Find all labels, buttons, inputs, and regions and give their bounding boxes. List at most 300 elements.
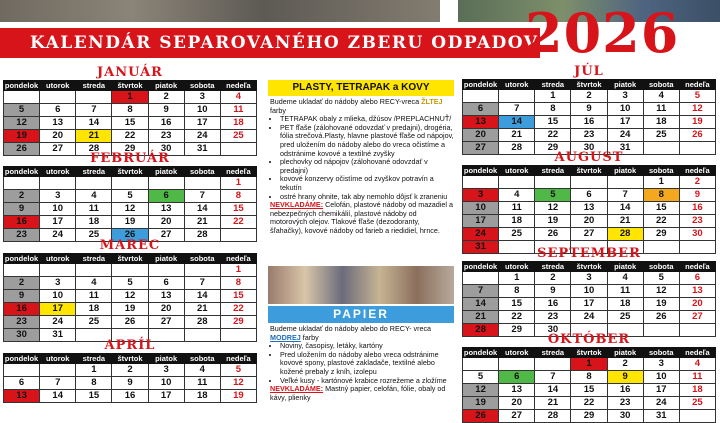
month-grid bbox=[3, 253, 257, 342]
month-grid bbox=[462, 165, 716, 254]
day-cell: 21 bbox=[463, 311, 499, 324]
day-cell: 17 bbox=[607, 116, 643, 129]
month-september bbox=[462, 246, 716, 337]
day-cell: 11 bbox=[499, 202, 535, 215]
day-cell: 16 bbox=[148, 117, 184, 130]
month-grid bbox=[3, 353, 257, 403]
day-cell: 4 bbox=[643, 90, 679, 103]
day-cell: 20 bbox=[148, 303, 184, 316]
day-cell: 11 bbox=[76, 290, 112, 303]
day-cell: 1 bbox=[76, 364, 112, 377]
day-cell: 22 bbox=[220, 216, 256, 229]
day-cell: 25 bbox=[76, 229, 112, 242]
day-cell: 24 bbox=[607, 129, 643, 142]
day-cell: 9 bbox=[148, 104, 184, 117]
day-cell: 9 bbox=[679, 189, 715, 202]
list-item: • kovové konzervy očistíme od zvyškov potravín a tekutín bbox=[280, 175, 454, 192]
day-cell: 17 bbox=[40, 216, 76, 229]
day-cell: 3 bbox=[607, 90, 643, 103]
day-cell: 22 bbox=[571, 397, 607, 410]
day-cell: 7 bbox=[535, 371, 571, 384]
weekday-header: sobota bbox=[643, 166, 679, 176]
day-cell: 7 bbox=[184, 277, 220, 290]
day-cell: 20 bbox=[148, 216, 184, 229]
paper-info bbox=[270, 325, 454, 402]
day-cell: 28 bbox=[607, 228, 643, 241]
day-cell: 20 bbox=[40, 130, 76, 143]
weekday-header: piatok bbox=[148, 354, 184, 364]
day-cell bbox=[4, 91, 40, 104]
day-cell: 3 bbox=[184, 91, 220, 104]
month-grid bbox=[3, 166, 257, 242]
day-cell: 30 bbox=[679, 228, 715, 241]
day-cell: 16 bbox=[571, 116, 607, 129]
day-cell: 6 bbox=[499, 371, 535, 384]
day-cell: 25 bbox=[607, 311, 643, 324]
day-cell: 15 bbox=[220, 290, 256, 303]
month-grid bbox=[3, 80, 257, 156]
weekday-header: streda bbox=[76, 167, 112, 177]
weekday-header: streda bbox=[535, 348, 571, 358]
day-cell: 10 bbox=[607, 103, 643, 116]
day-cell: 16 bbox=[4, 303, 40, 316]
day-cell: 4 bbox=[679, 358, 715, 371]
weekday-header: piatok bbox=[607, 348, 643, 358]
day-cell: 6 bbox=[148, 190, 184, 203]
day-cell: 26 bbox=[679, 129, 715, 142]
day-cell: 8 bbox=[643, 189, 679, 202]
day-cell: 2 bbox=[4, 190, 40, 203]
day-cell: 11 bbox=[679, 371, 715, 384]
weekday-header: sobota bbox=[184, 354, 220, 364]
day-cell: 13 bbox=[499, 384, 535, 397]
month-title: JANUÁR bbox=[97, 65, 163, 80]
day-cell: 24 bbox=[184, 130, 220, 143]
day-cell: 14 bbox=[40, 390, 76, 403]
day-cell: 30 bbox=[148, 143, 184, 156]
day-cell: 19 bbox=[679, 116, 715, 129]
calendar-title: KALENDÁR SEPAROVANÉHO ZBERU ODPADOV bbox=[0, 28, 540, 58]
day-cell: 18 bbox=[76, 303, 112, 316]
day-cell bbox=[76, 264, 112, 277]
day-cell bbox=[40, 91, 76, 104]
day-cell: 3 bbox=[40, 277, 76, 290]
weekday-header: piatok bbox=[607, 80, 643, 90]
day-cell: 19 bbox=[535, 215, 571, 228]
day-cell: 3 bbox=[148, 364, 184, 377]
day-cell bbox=[76, 91, 112, 104]
day-cell: 26 bbox=[4, 143, 40, 156]
day-cell: 18 bbox=[76, 216, 112, 229]
day-cell: 7 bbox=[463, 285, 499, 298]
day-cell: 31 bbox=[643, 410, 679, 423]
weekday-header: utorok bbox=[40, 254, 76, 264]
day-cell: 31 bbox=[607, 142, 643, 155]
day-cell: 17 bbox=[148, 390, 184, 403]
day-cell: 12 bbox=[535, 202, 571, 215]
day-cell: 8 bbox=[112, 104, 148, 117]
day-cell: 3 bbox=[643, 358, 679, 371]
day-cell: 15 bbox=[643, 202, 679, 215]
day-cell: 27 bbox=[148, 229, 184, 242]
day-cell: 6 bbox=[571, 189, 607, 202]
day-cell: 8 bbox=[76, 377, 112, 390]
day-cell: 4 bbox=[220, 91, 256, 104]
day-cell: 4 bbox=[76, 277, 112, 290]
day-cell bbox=[463, 90, 499, 103]
day-cell bbox=[76, 177, 112, 190]
weekday-header: utorok bbox=[499, 348, 535, 358]
month-title: FEBRUÁR bbox=[90, 151, 170, 166]
day-cell: 1 bbox=[643, 176, 679, 189]
day-cell: 7 bbox=[76, 104, 112, 117]
day-cell: 11 bbox=[220, 104, 256, 117]
day-cell: 5 bbox=[535, 189, 571, 202]
list-item: • plechovky od nápojov (zálohované odovzdať v predajni) bbox=[280, 158, 454, 175]
weekday-header: nedeľa bbox=[679, 80, 715, 90]
weekday-header: štvrtok bbox=[571, 262, 607, 272]
month-title: MAREC bbox=[99, 238, 161, 253]
day-cell: 27 bbox=[571, 228, 607, 241]
paper-heading: PAPIER bbox=[268, 306, 454, 323]
day-cell: 2 bbox=[112, 364, 148, 377]
day-cell: 9 bbox=[112, 377, 148, 390]
day-cell: 30 bbox=[607, 410, 643, 423]
day-cell: 18 bbox=[184, 390, 220, 403]
day-cell: 13 bbox=[463, 116, 499, 129]
day-cell: 12 bbox=[112, 290, 148, 303]
day-cell: 21 bbox=[499, 129, 535, 142]
weekday-header: pondelok bbox=[463, 348, 498, 357]
day-cell: 30 bbox=[571, 142, 607, 155]
day-cell: 13 bbox=[679, 285, 715, 298]
day-cell: 14 bbox=[535, 384, 571, 397]
day-cell: 18 bbox=[607, 298, 643, 311]
day-cell: 9 bbox=[4, 290, 40, 303]
day-cell: 25 bbox=[499, 228, 535, 241]
list-item: • Veľké kusy - kartónové krabice rozrežeme a zložíme bbox=[280, 377, 454, 386]
plastics-list bbox=[280, 115, 454, 201]
paper-list bbox=[280, 342, 454, 385]
day-cell: 7 bbox=[184, 190, 220, 203]
weekday-header: pondelok bbox=[4, 254, 39, 263]
day-cell: 23 bbox=[4, 316, 40, 329]
day-cell bbox=[40, 177, 76, 190]
day-cell: 31 bbox=[184, 143, 220, 156]
day-cell: 17 bbox=[643, 384, 679, 397]
day-cell: 20 bbox=[499, 397, 535, 410]
day-cell: 8 bbox=[499, 285, 535, 298]
day-cell: 5 bbox=[4, 104, 40, 117]
day-cell: 27 bbox=[499, 410, 535, 423]
day-cell: 10 bbox=[184, 104, 220, 117]
day-cell: 4 bbox=[607, 272, 643, 285]
day-cell: 15 bbox=[499, 298, 535, 311]
paper-excluded: NEVKLADÁME: Mastný papier, celofán, fólie, obaly od kávy, plienky bbox=[270, 384, 446, 402]
day-cell: 15 bbox=[112, 117, 148, 130]
day-cell: 29 bbox=[571, 410, 607, 423]
paper-intro: Budeme ukladať do nádoby alebo do RECY- vreca MODREJ farby bbox=[270, 324, 432, 342]
day-cell: 22 bbox=[220, 303, 256, 316]
day-cell: 12 bbox=[112, 203, 148, 216]
day-cell: 23 bbox=[535, 311, 571, 324]
weekday-header: nedeľa bbox=[679, 166, 715, 176]
day-cell: 21 bbox=[184, 303, 220, 316]
day-cell: 10 bbox=[40, 290, 76, 303]
plastics-intro: Budeme ukladať do nádoby alebo RECY-vreca ŽLTEJ farby bbox=[270, 97, 443, 115]
weekday-header: streda bbox=[535, 166, 571, 176]
day-cell: 11 bbox=[643, 103, 679, 116]
day-cell: 14 bbox=[76, 117, 112, 130]
month-title: OKTÓBER bbox=[547, 332, 631, 347]
day-cell: 14 bbox=[184, 290, 220, 303]
month-grid bbox=[462, 347, 716, 423]
day-cell: 24 bbox=[643, 397, 679, 410]
day-cell: 15 bbox=[535, 116, 571, 129]
day-cell: 14 bbox=[499, 116, 535, 129]
day-cell: 5 bbox=[463, 371, 499, 384]
day-cell: 6 bbox=[148, 277, 184, 290]
plastics-heading: PLASTY, TETRAPAK a KOVY bbox=[268, 80, 454, 96]
day-cell: 5 bbox=[643, 272, 679, 285]
day-cell: 9 bbox=[4, 203, 40, 216]
day-cell: 14 bbox=[607, 202, 643, 215]
weekday-header: utorok bbox=[40, 81, 76, 91]
day-cell: 4 bbox=[76, 190, 112, 203]
weekday-header: utorok bbox=[499, 80, 535, 90]
day-cell: 26 bbox=[643, 311, 679, 324]
day-cell: 29 bbox=[220, 316, 256, 329]
day-cell: 23 bbox=[571, 129, 607, 142]
day-cell: 17 bbox=[40, 303, 76, 316]
day-cell: 2 bbox=[679, 176, 715, 189]
day-cell: 10 bbox=[148, 377, 184, 390]
month-title: APRÍL bbox=[104, 338, 156, 353]
header-photo-left bbox=[0, 0, 440, 22]
day-cell: 24 bbox=[571, 311, 607, 324]
day-cell: 27 bbox=[463, 142, 499, 155]
day-cell: 16 bbox=[679, 202, 715, 215]
day-cell: 2 bbox=[148, 91, 184, 104]
day-cell bbox=[499, 176, 535, 189]
weekday-header: nedeľa bbox=[220, 81, 256, 91]
day-cell: 8 bbox=[535, 103, 571, 116]
day-cell: 6 bbox=[40, 104, 76, 117]
day-cell: 17 bbox=[184, 117, 220, 130]
day-cell: 18 bbox=[679, 384, 715, 397]
day-cell: 9 bbox=[571, 103, 607, 116]
day-cell: 5 bbox=[679, 90, 715, 103]
month-grid bbox=[462, 261, 716, 337]
day-cell: 16 bbox=[607, 384, 643, 397]
weekday-header: nedeľa bbox=[679, 262, 715, 272]
year-label: 2026 bbox=[525, 1, 680, 65]
plastics-info bbox=[270, 98, 454, 236]
weekday-header: štvrtok bbox=[112, 167, 148, 177]
day-cell: 16 bbox=[4, 216, 40, 229]
weekday-header: štvrtok bbox=[571, 80, 607, 90]
weekday-header: piatok bbox=[148, 167, 184, 177]
weekday-header: streda bbox=[76, 254, 112, 264]
day-cell bbox=[4, 264, 40, 277]
weekday-header: pondelok bbox=[4, 81, 39, 90]
month-october bbox=[462, 332, 716, 423]
day-cell: 21 bbox=[184, 216, 220, 229]
month-february bbox=[3, 151, 257, 242]
day-cell bbox=[535, 358, 571, 371]
day-cell: 1 bbox=[220, 177, 256, 190]
weekday-header: piatok bbox=[148, 254, 184, 264]
day-cell: 19 bbox=[643, 298, 679, 311]
day-cell bbox=[4, 364, 40, 377]
day-cell: 2 bbox=[4, 277, 40, 290]
month-july bbox=[462, 64, 716, 155]
day-cell bbox=[499, 90, 535, 103]
weekday-header: pondelok bbox=[4, 167, 39, 176]
day-cell: 9 bbox=[535, 285, 571, 298]
day-cell: 12 bbox=[220, 377, 256, 390]
day-cell: 7 bbox=[40, 377, 76, 390]
day-cell bbox=[4, 177, 40, 190]
day-cell: 18 bbox=[499, 215, 535, 228]
day-cell: 29 bbox=[112, 143, 148, 156]
month-march bbox=[3, 238, 257, 342]
day-cell bbox=[463, 358, 499, 371]
day-cell: 12 bbox=[463, 384, 499, 397]
weekday-header: štvrtok bbox=[112, 81, 148, 91]
day-cell: 16 bbox=[112, 390, 148, 403]
day-cell: 6 bbox=[463, 103, 499, 116]
day-cell bbox=[607, 176, 643, 189]
day-cell bbox=[571, 176, 607, 189]
day-cell: 15 bbox=[76, 390, 112, 403]
weekday-header: pondelok bbox=[4, 354, 39, 363]
weekday-header: sobota bbox=[643, 80, 679, 90]
day-cell: 28 bbox=[184, 316, 220, 329]
day-cell: 12 bbox=[4, 117, 40, 130]
day-cell: 7 bbox=[607, 189, 643, 202]
day-cell: 6 bbox=[4, 377, 40, 390]
day-cell: 13 bbox=[40, 117, 76, 130]
list-item: • PET fľaše (zálohované odovzdať v predajni), drogéria, fólia strečová.Plasty, hlavne plastové fľaše od nápojov, pred uložením do nádoby alebo do vreca očistíme a odstránime kovové a textilné zvyšky bbox=[280, 124, 454, 158]
weekday-header: nedeľa bbox=[679, 348, 715, 358]
day-cell: 2 bbox=[571, 90, 607, 103]
day-cell: 21 bbox=[607, 215, 643, 228]
day-cell: 30 bbox=[4, 329, 40, 342]
weekday-header: štvrtok bbox=[571, 166, 607, 176]
day-cell: 7 bbox=[499, 103, 535, 116]
day-cell: 19 bbox=[463, 397, 499, 410]
day-cell: 14 bbox=[184, 203, 220, 216]
day-cell: 2 bbox=[607, 358, 643, 371]
day-cell: 12 bbox=[643, 285, 679, 298]
day-cell bbox=[40, 264, 76, 277]
weekday-header: piatok bbox=[607, 166, 643, 176]
month-january bbox=[3, 65, 257, 156]
day-cell: 19 bbox=[112, 216, 148, 229]
day-cell: 23 bbox=[148, 130, 184, 143]
day-cell: 24 bbox=[40, 229, 76, 242]
weekday-header: piatok bbox=[148, 81, 184, 91]
day-cell: 31 bbox=[40, 329, 76, 342]
weekday-header: štvrtok bbox=[571, 348, 607, 358]
plastics-excluded: NEVKLADÁME: Celofán, plastové nádoby od mazadiel a nebezpečných chemikálií, plastové nádoby od motorových olejov. Tlakové fľaše (dezodoranty, šľahačky), kovové nádoby od farieb a riedidiel, hrnce. bbox=[270, 200, 453, 235]
day-cell: 22 bbox=[112, 130, 148, 143]
day-cell: 5 bbox=[112, 277, 148, 290]
weekday-header: utorok bbox=[40, 354, 76, 364]
day-cell: 27 bbox=[40, 143, 76, 156]
day-cell: 1 bbox=[535, 90, 571, 103]
day-cell: 23 bbox=[607, 397, 643, 410]
day-cell: 29 bbox=[643, 228, 679, 241]
day-cell: 27 bbox=[148, 316, 184, 329]
day-cell: 31 bbox=[463, 241, 499, 254]
day-cell: 4 bbox=[499, 189, 535, 202]
weekday-header: pondelok bbox=[463, 166, 498, 175]
day-cell: 3 bbox=[463, 189, 499, 202]
day-cell: 6 bbox=[679, 272, 715, 285]
day-cell: 3 bbox=[40, 190, 76, 203]
day-cell: 28 bbox=[535, 410, 571, 423]
day-cell bbox=[499, 358, 535, 371]
day-cell: 30 bbox=[535, 324, 571, 337]
day-cell: 22 bbox=[499, 311, 535, 324]
weekday-header: sobota bbox=[643, 348, 679, 358]
day-cell bbox=[112, 177, 148, 190]
weekday-header: sobota bbox=[184, 254, 220, 264]
day-cell bbox=[184, 177, 220, 190]
day-cell: 13 bbox=[571, 202, 607, 215]
weekday-header: sobota bbox=[184, 167, 220, 177]
day-cell: 11 bbox=[607, 285, 643, 298]
list-item: • ostré hrany ohnite, tak aby nemohlo dôjsť k zraneniu bbox=[280, 193, 454, 202]
waste-photo bbox=[268, 266, 454, 304]
day-cell: 10 bbox=[643, 371, 679, 384]
day-cell bbox=[463, 176, 499, 189]
day-cell: 24 bbox=[40, 316, 76, 329]
day-cell: 19 bbox=[220, 390, 256, 403]
day-cell: 8 bbox=[220, 190, 256, 203]
day-cell: 5 bbox=[220, 364, 256, 377]
weekday-header: pondelok bbox=[463, 80, 498, 89]
day-cell: 10 bbox=[571, 285, 607, 298]
weekday-header: štvrtok bbox=[112, 354, 148, 364]
day-cell bbox=[112, 264, 148, 277]
month-grid bbox=[462, 79, 716, 155]
day-cell: 3 bbox=[571, 272, 607, 285]
day-cell: 21 bbox=[535, 397, 571, 410]
day-cell: 26 bbox=[463, 410, 499, 423]
day-cell: 26 bbox=[112, 316, 148, 329]
day-cell: 8 bbox=[220, 277, 256, 290]
day-cell: 25 bbox=[643, 129, 679, 142]
day-cell: 26 bbox=[112, 229, 148, 242]
weekday-header: sobota bbox=[184, 81, 220, 91]
list-item: • Pred uložením do nádoby alebo vreca odstránime kovové spony, plastové zakladače, textilné alebo kožené prebaly z kníh, izolepu bbox=[280, 351, 454, 377]
day-cell: 1 bbox=[499, 272, 535, 285]
day-cell: 23 bbox=[4, 229, 40, 242]
day-cell: 10 bbox=[40, 203, 76, 216]
day-cell: 20 bbox=[679, 298, 715, 311]
day-cell bbox=[184, 264, 220, 277]
day-cell: 28 bbox=[184, 229, 220, 242]
day-cell bbox=[40, 364, 76, 377]
day-cell bbox=[679, 410, 715, 423]
day-cell: 13 bbox=[148, 203, 184, 216]
day-cell: 5 bbox=[112, 190, 148, 203]
day-cell: 12 bbox=[679, 103, 715, 116]
day-cell: 15 bbox=[220, 203, 256, 216]
